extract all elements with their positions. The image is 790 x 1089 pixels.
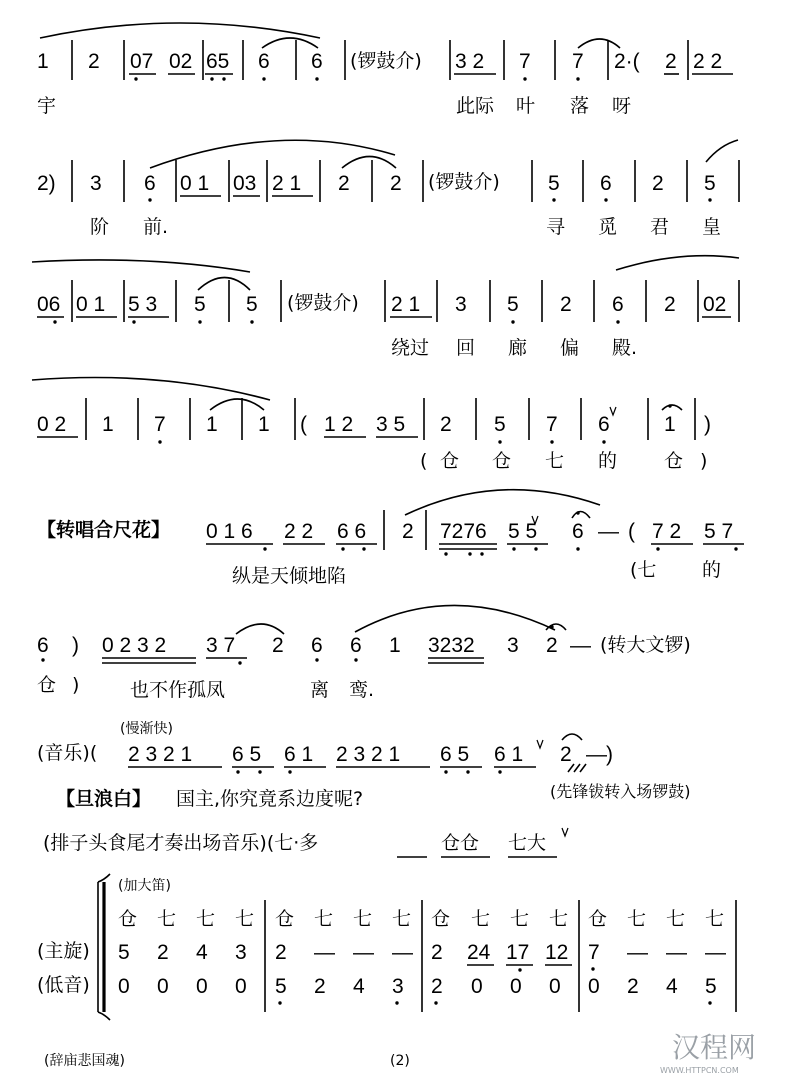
score-melody: — bbox=[666, 941, 687, 964]
note: 3 bbox=[90, 172, 102, 195]
note: 2 2 bbox=[693, 50, 723, 73]
lyric: 叶 bbox=[516, 95, 536, 117]
score-melody: — bbox=[353, 941, 374, 964]
note: 1 2 bbox=[324, 413, 354, 436]
score-melody: 5 bbox=[118, 941, 130, 964]
score-perc: 仓 bbox=[275, 908, 295, 930]
lyric: 离 bbox=[310, 679, 330, 701]
note: 1 bbox=[664, 413, 676, 436]
instrument-label: (加大笛) bbox=[118, 878, 171, 894]
note: 3 bbox=[455, 293, 467, 316]
note: 7 bbox=[519, 50, 531, 73]
score-perc: 七 bbox=[314, 908, 334, 930]
watermark-text: 汉程网 bbox=[672, 1031, 757, 1064]
score-bass: 0 bbox=[549, 975, 561, 998]
score-melody: 3 bbox=[235, 941, 247, 964]
part-label-melody: (主旋) bbox=[37, 940, 90, 962]
note: 2 bbox=[560, 293, 572, 316]
note: 6 6 bbox=[337, 520, 367, 543]
lyric: 鸾. bbox=[349, 679, 375, 701]
score-bass: 0 bbox=[510, 975, 522, 998]
score-bass: 4 bbox=[666, 975, 678, 998]
percussion-cue: (锣鼓介) bbox=[428, 171, 500, 193]
score-bass: 2 bbox=[314, 975, 326, 998]
percussion: 的 bbox=[702, 559, 722, 581]
note: 3 2 bbox=[455, 50, 485, 73]
note: 3 bbox=[507, 634, 519, 657]
lyric: 宇 bbox=[37, 95, 57, 117]
note: 2 bbox=[664, 293, 676, 316]
lyric: 皇 bbox=[702, 216, 722, 238]
score-bass: 4 bbox=[353, 975, 365, 998]
note: 6 1 bbox=[284, 743, 314, 766]
paren: ( bbox=[300, 413, 307, 436]
footer-title: (辞庙悲国魂) bbox=[44, 1053, 125, 1069]
note: 7 2 bbox=[652, 520, 682, 543]
percussion-cue: (锣鼓介) bbox=[350, 50, 422, 72]
score-perc: 仓 bbox=[118, 908, 138, 930]
score-perc: 七 bbox=[705, 908, 725, 930]
score-melody: 2 bbox=[157, 941, 169, 964]
note: 2 3 2 1 bbox=[336, 743, 401, 766]
watermark-url: WWW.HTTPCN.COM bbox=[660, 1066, 739, 1075]
note: 3 5 bbox=[376, 413, 406, 436]
score-perc: 七 bbox=[196, 908, 216, 930]
part-label-bass: (低音) bbox=[37, 974, 90, 996]
percussion: (七 bbox=[630, 559, 657, 581]
music-label: (音乐)( bbox=[37, 742, 98, 764]
note: — bbox=[570, 634, 591, 657]
page-number: (2) bbox=[390, 1053, 410, 1069]
note: 6 bbox=[258, 50, 270, 73]
paren: ) bbox=[704, 413, 711, 436]
percussion: ) bbox=[72, 674, 80, 696]
score-perc: 仓 bbox=[431, 908, 451, 930]
note: 0 1 bbox=[76, 293, 106, 316]
lyric: 回 bbox=[456, 337, 476, 359]
note: 6 5 bbox=[232, 743, 262, 766]
lyric: 此际 bbox=[456, 95, 495, 117]
note: 6 bbox=[572, 520, 584, 543]
note: 02 bbox=[703, 293, 727, 316]
note: 6 bbox=[598, 413, 610, 436]
note: 0 2 3 2 bbox=[102, 634, 167, 657]
score-perc: 七 bbox=[392, 908, 412, 930]
lyric: 纵是天倾地陷 bbox=[232, 565, 347, 587]
lyric: 廊 bbox=[508, 337, 528, 359]
score-perc: 七 bbox=[471, 908, 491, 930]
score-bass: 5 bbox=[275, 975, 287, 998]
lyric: 殿. bbox=[612, 337, 638, 359]
note: 02 bbox=[169, 50, 193, 73]
lyric: 觅 bbox=[598, 216, 618, 238]
note: 5 bbox=[548, 172, 560, 195]
score-bass: 2 bbox=[627, 975, 639, 998]
lyric: 君 bbox=[650, 216, 670, 238]
note: 2 bbox=[665, 50, 677, 73]
percussion: 仓 bbox=[492, 450, 512, 472]
lyric: 偏 bbox=[560, 337, 580, 359]
note: 6 bbox=[144, 172, 156, 195]
score-bass: 0 bbox=[471, 975, 483, 998]
note: 2 3 2 1 bbox=[128, 743, 193, 766]
score-bass: 3 bbox=[392, 975, 404, 998]
paren: ) bbox=[606, 743, 613, 766]
score-melody: 17 bbox=[506, 941, 530, 964]
score-melody: — bbox=[627, 941, 648, 964]
score-bass: 0 bbox=[196, 975, 208, 998]
section-label: 【转唱合尺花】 bbox=[37, 519, 171, 541]
percussion-cue: (转大文锣) bbox=[600, 634, 691, 656]
note: — bbox=[598, 520, 619, 543]
note: 2 bbox=[390, 172, 402, 195]
note: 6 1 bbox=[494, 743, 524, 766]
note: 5 bbox=[494, 413, 506, 436]
note: 2 bbox=[402, 520, 414, 543]
note: 0 1 bbox=[180, 172, 210, 195]
score-melody: 2 bbox=[431, 941, 443, 964]
note: 3 7 bbox=[206, 634, 236, 657]
lyric: 前. bbox=[143, 216, 169, 238]
lyric: 落 bbox=[570, 95, 590, 117]
note: 1 bbox=[206, 413, 218, 436]
note: 5 7 bbox=[704, 520, 734, 543]
score-perc: 七 bbox=[157, 908, 177, 930]
note: 7 bbox=[154, 413, 166, 436]
percussion: 仓 bbox=[440, 450, 460, 472]
score-bass: 0 bbox=[118, 975, 130, 998]
note: 5 bbox=[246, 293, 258, 316]
score-bass: 2 bbox=[431, 975, 443, 998]
score-melody: 12 bbox=[545, 941, 569, 964]
note: 1 bbox=[389, 634, 401, 657]
note: 2·( bbox=[614, 50, 640, 73]
note: 06 bbox=[37, 293, 61, 316]
score-melody: 2 bbox=[275, 941, 287, 964]
score-bass: 0 bbox=[157, 975, 169, 998]
lyric: 绕过 bbox=[391, 337, 430, 359]
score-perc: 七 bbox=[666, 908, 686, 930]
note: 2 bbox=[652, 172, 664, 195]
note: 7276 bbox=[440, 520, 487, 543]
percussion: ( bbox=[420, 450, 428, 472]
score-perc: 七 bbox=[627, 908, 647, 930]
note: 65 bbox=[206, 50, 230, 73]
note: 2 bbox=[546, 634, 558, 657]
note: 2 bbox=[272, 634, 284, 657]
speech-text: 国主,你究竟系边度呢? bbox=[176, 788, 364, 810]
note: 2 bbox=[440, 413, 452, 436]
score-perc: 仓 bbox=[588, 908, 608, 930]
paren: ) bbox=[72, 634, 79, 657]
note: 2 1 bbox=[391, 293, 421, 316]
percussion: 的 bbox=[598, 450, 618, 472]
cue-beat: 七大 bbox=[508, 832, 547, 854]
speech-label: 【旦浪白】 bbox=[56, 788, 152, 810]
note: 7 bbox=[546, 413, 558, 436]
score-bass: 0 bbox=[235, 975, 247, 998]
note: 2) bbox=[37, 172, 56, 195]
note: 2 bbox=[88, 50, 100, 73]
note: 1 bbox=[102, 413, 114, 436]
note: 0 1 6 bbox=[206, 520, 253, 543]
cue-beat: 仓仓 bbox=[441, 832, 480, 854]
note: 6 bbox=[311, 50, 323, 73]
lyric: 阶 bbox=[90, 216, 110, 238]
score-melody: 24 bbox=[467, 941, 491, 964]
score-perc: 七 bbox=[549, 908, 569, 930]
note: 03 bbox=[233, 172, 257, 195]
lyric: 寻 bbox=[546, 216, 566, 238]
score-melody: 4 bbox=[196, 941, 208, 964]
percussion: 七 bbox=[545, 450, 565, 472]
note: 2 2 bbox=[284, 520, 314, 543]
note: 2 1 bbox=[272, 172, 302, 195]
note: 1 bbox=[37, 50, 49, 73]
percussion: 仓 bbox=[664, 450, 684, 472]
note: 5 3 bbox=[128, 293, 158, 316]
score-melody: — bbox=[314, 941, 335, 964]
note: 6 5 bbox=[440, 743, 470, 766]
note: 5 bbox=[194, 293, 206, 316]
lyric: 呀 bbox=[612, 95, 632, 117]
score-perc: 七 bbox=[510, 908, 530, 930]
note: 2 bbox=[560, 743, 572, 766]
score-melody: 7 bbox=[588, 941, 600, 964]
note: 6 bbox=[612, 293, 624, 316]
note: 5 5 bbox=[508, 520, 538, 543]
score-perc: 七 bbox=[235, 908, 255, 930]
cue-text: (排子头食尾才奏出场音乐)(七·多 bbox=[43, 832, 319, 854]
percussion: ) bbox=[700, 450, 708, 472]
note: 6 bbox=[311, 634, 323, 657]
score-melody: — bbox=[392, 941, 413, 964]
note: 2 bbox=[338, 172, 350, 195]
score-perc: 七 bbox=[353, 908, 373, 930]
paren: ( bbox=[628, 520, 635, 543]
note: 6 bbox=[350, 634, 362, 657]
note: 6 bbox=[37, 634, 49, 657]
side-note: (先锋钹转入场锣鼓) bbox=[550, 782, 691, 801]
note: 6 bbox=[600, 172, 612, 195]
note: 07 bbox=[130, 50, 154, 73]
score-bass: 0 bbox=[588, 975, 600, 998]
score-melody: — bbox=[705, 941, 726, 964]
percussion-cue: (锣鼓介) bbox=[287, 292, 359, 314]
note: 0 2 bbox=[37, 413, 67, 436]
note: — bbox=[586, 743, 607, 766]
note: 1 bbox=[258, 413, 270, 436]
score-bass: 5 bbox=[705, 975, 717, 998]
tempo-mark: (慢渐快) bbox=[120, 721, 173, 737]
note: 5 bbox=[507, 293, 519, 316]
note: 7 bbox=[572, 50, 584, 73]
note: 5 bbox=[704, 172, 716, 195]
lyric: 也不作孤凤 bbox=[130, 679, 226, 701]
note: 3232 bbox=[428, 634, 475, 657]
percussion: 仓 bbox=[37, 674, 57, 696]
